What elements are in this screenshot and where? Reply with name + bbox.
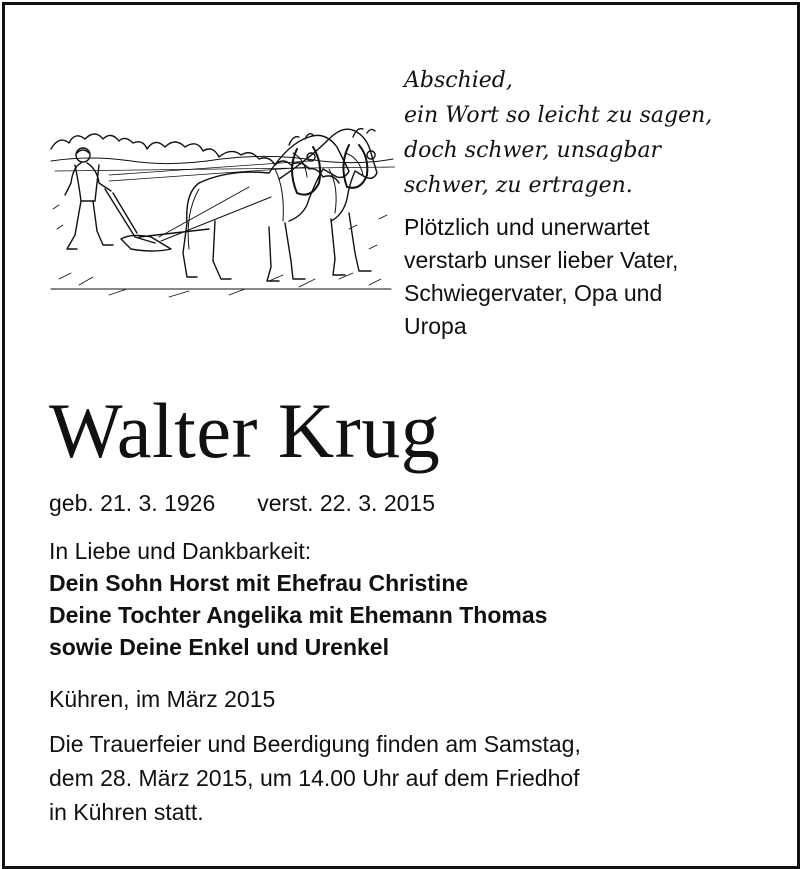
mourners-intro: In Liebe und Dankbarkeit: <box>49 538 312 564</box>
death-date: verst. 22. 3. 2015 <box>257 490 435 516</box>
mourner-line: Deine Tochter Angelika mit Ehemann Thomas <box>49 602 548 628</box>
funeral-line: Die Trauerfeier und Beerdigung finden am Samstag, <box>49 731 581 757</box>
poem-line: schwer, zu ertragen. <box>404 173 633 198</box>
obituary-frame <box>2 2 800 869</box>
funeral-details <box>49 727 581 829</box>
deceased-name: Walter Krug <box>49 387 441 474</box>
ploughing-horses-illustration <box>49 109 395 305</box>
announcement-line: verstarb unser lieber Vater, <box>404 247 679 273</box>
announcement-line: Schwiegervater, Opa und <box>404 280 663 306</box>
birth-date: geb. 21. 3. 1926 <box>49 490 216 516</box>
poem-line: doch schwer, unsagbar <box>404 138 662 163</box>
mourner-line: Dein Sohn Horst mit Ehefrau Christine <box>49 570 469 596</box>
mourners-list <box>49 535 547 663</box>
announcement-line: Plötzlich und unerwartet <box>404 214 650 240</box>
death-announcement <box>404 211 678 343</box>
poem-line: ein Wort so leicht zu sagen, <box>404 103 713 128</box>
farewell-poem <box>404 63 712 203</box>
life-dates <box>49 487 435 519</box>
mourner-line: sowie Deine Enkel und Urenkel <box>49 634 389 660</box>
announcement-line: Uropa <box>404 313 467 339</box>
funeral-line: dem 28. März 2015, um 14.00 Uhr auf dem Friedhof <box>49 765 580 791</box>
poem-line: Abschied, <box>404 68 513 93</box>
funeral-line: in Kühren statt. <box>49 799 204 825</box>
place-and-date: Kühren, im März 2015 <box>49 686 276 712</box>
